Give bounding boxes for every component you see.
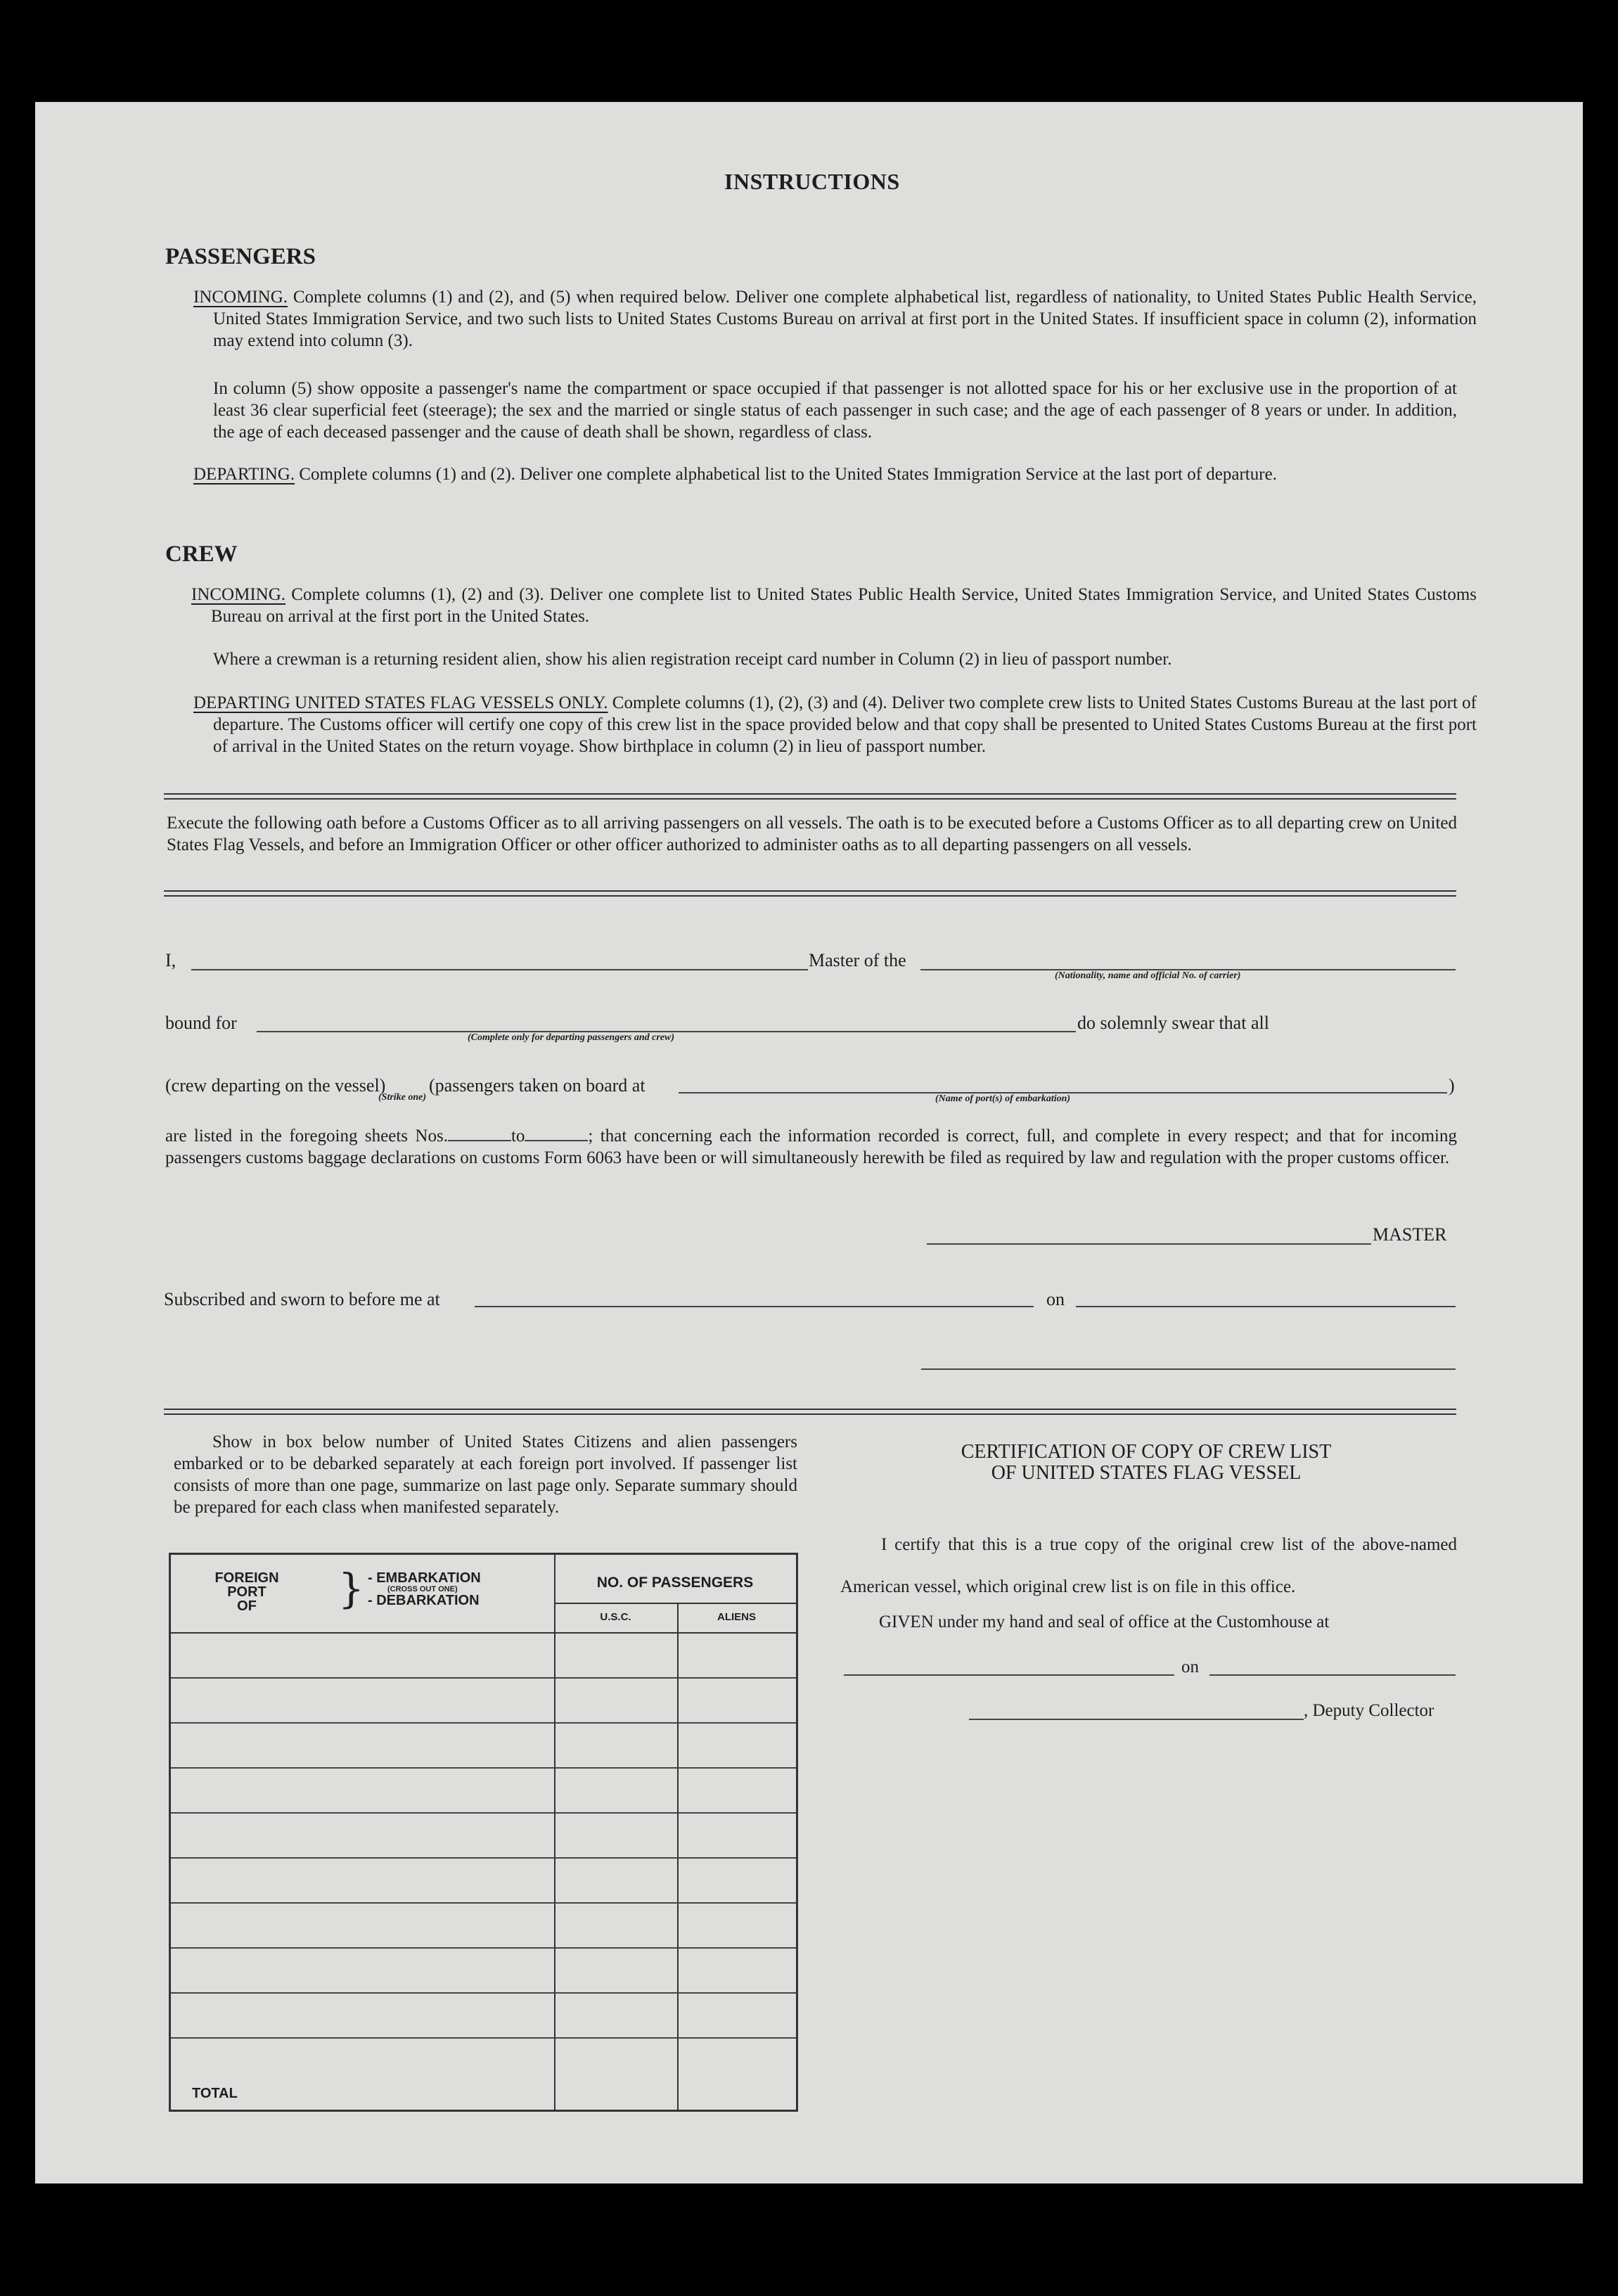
column-divider (554, 1555, 556, 2110)
crew-departing-text: Complete columns (1), (2), (3) and (4). Deliver two complete crew lists to United States Customs Bureau at the last port of departure. The Customs officer will certify one copy of this crew list in the space provided below and that copy shall be presented to United States Customs Bureau at the first port of arrival in the United States on the return voyage. Show birthplace in column (2) in lieu of passport number. (213, 693, 1477, 756)
passengers-departing-label: DEPARTING. (193, 465, 295, 484)
deputy-collector-label: , Deputy Collector (1304, 1701, 1434, 1720)
nationality-caption: (Nationality, name and official No. of carrier) (1055, 970, 1241, 981)
divider (164, 793, 1456, 795)
header-bottom (171, 1632, 796, 1634)
crew-departing-paragraph (193, 692, 1477, 757)
given-text: GIVEN under my hand and seal of office at the Customhouse at (879, 1612, 1330, 1631)
page-title: INSTRUCTIONS (724, 169, 900, 194)
table-row[interactable] (171, 1812, 796, 1814)
crew-incoming-label: INCOMING. (191, 585, 286, 604)
table-row[interactable] (171, 1767, 796, 1769)
sworn-date-line[interactable] (1076, 1306, 1456, 1307)
passengers-incoming-label: INCOMING. (193, 288, 288, 307)
certification-on-label: on (1181, 1657, 1199, 1676)
column-divider (677, 1603, 679, 2110)
divider (164, 895, 1456, 897)
listed-post-text: ; that concerning each the information recorded is correct, full, and complete in every respect; and that for incoming passengers customs baggage declarations on customs Form 6063 have been or will simultaneously herewith be filed as required by law and regulation with the proper customs officer. (165, 1127, 1457, 1167)
header-of: OF (237, 1598, 257, 1614)
table-row[interactable] (171, 1902, 796, 1904)
table-row[interactable] (171, 1992, 796, 1994)
table-row[interactable] (171, 1677, 796, 1679)
passengers-departing-text: Complete columns (1) and (2). Deliver one complete alphabetical list to the United States Immigration Service at the last port of departure. (295, 465, 1277, 484)
passengers-incoming-paragraph (193, 286, 1477, 352)
customhouse-line[interactable] (844, 1674, 1174, 1676)
master-name-line[interactable] (191, 969, 808, 970)
crew-heading: CREW (165, 541, 238, 567)
divider (164, 890, 1456, 892)
sworn-at-line[interactable] (475, 1306, 1034, 1307)
usc-header: U.S.C. (600, 1611, 631, 1623)
sheets-from-field[interactable] (448, 1127, 511, 1141)
passengers-taken-label: (passengers taken on board at (429, 1075, 646, 1096)
sworn-on-label: on (1046, 1289, 1065, 1309)
crew-incoming-text: Complete columns (1), (2) and (3). Deliver one complete list to United States Public Health Service, United States Immigration Service, and United States Customs Bureau on arrival at the first port in the United States. (211, 585, 1477, 626)
listed-pre-text: are listed in the foregoing sheets Nos. (165, 1127, 448, 1146)
ports-caption: (Name of port(s) of embarkation) (935, 1094, 1071, 1104)
crew-incoming-paragraph (191, 584, 1477, 627)
brace-icon: } (338, 1565, 364, 1612)
strike-one-caption: (Strike one) (378, 1092, 427, 1103)
oath-i-label: I, (165, 950, 176, 970)
close-paren: ) (1449, 1075, 1455, 1096)
divider (164, 798, 1456, 800)
oath-instructions: Execute the following oath before a Customs Officer as to all arriving passengers on all vessels. The oath is to be executed before a Customs Officer as to all departing crew on United States Flag Vessels, and before an Immigration Officer or other officer authorized to administer oaths as to all departing passengers on all vessels. (167, 814, 1457, 854)
header-foreign: FOREIGN (214, 1570, 279, 1586)
total-label: TOTAL (192, 2086, 238, 2101)
listed-paragraph (165, 1125, 1457, 1169)
table-row[interactable] (171, 1857, 796, 1859)
aliens-header: ALIENS (717, 1611, 756, 1623)
crew-crewman-paragraph: Where a crewman is a returning resident alien, show his alien registration receipt card number in Column (2) in lieu of passport number. (213, 650, 1172, 669)
bound-for-label: bound for (165, 1013, 237, 1033)
passenger-summary-table (169, 1553, 798, 2112)
table-row[interactable] (171, 1722, 796, 1724)
table-row[interactable] (171, 1947, 796, 1949)
certification-title-line1: CERTIFICATION OF COPY OF CREW LIST (961, 1441, 1332, 1463)
passengers-column5-paragraph: In column (5) show opposite a passenger's name the compartment or space occupied if that passenger is not allotted space for his or her exclusive use in the proportion of at least 36 clear superficial feet (steerage); the sex and the married or single status of each passenger in such case; and the age of each passenger of 8 years or under. In addition, the age of each deceased passenger and the cause of death shall be shown, regardless of class. (213, 379, 1457, 442)
solemnly-swear-label: do solemnly swear that all (1077, 1013, 1269, 1033)
passengers-departing-paragraph (193, 463, 1477, 485)
header-embarkation: - EMBARKATION (368, 1570, 481, 1586)
master-signature-label: MASTER (1373, 1224, 1447, 1245)
certification-title (830, 1442, 1463, 1484)
certification-title-line2: OF UNITED STATES FLAG VESSEL (991, 1462, 1302, 1484)
officer-signature-line[interactable] (921, 1368, 1456, 1370)
divider (164, 1409, 1456, 1410)
master-signature-line[interactable] (927, 1243, 1371, 1245)
embarkation-header (368, 1571, 481, 1608)
header-debarkation: - DEBARKATION (368, 1593, 480, 1608)
passengers-incoming-text: Complete columns (1) and (2), and (5) when required below. Deliver one complete alphabetical list, regardless of nationality, to United States Public Health Service, United States Immigration Service, and two such lists to United States Customs Bureau on arrival at first port in the United States. If insufficient space in column (2), information may extend into column (3). (213, 288, 1477, 350)
passengers-heading: PASSENGERS (165, 244, 316, 269)
subscribed-label: Subscribed and sworn to before me at (164, 1289, 440, 1309)
no-of-passengers-header: NO. OF PASSENGERS (596, 1575, 754, 1591)
complete-only-caption: (Complete only for departing passengers and crew) (468, 1032, 674, 1043)
deputy-signature-line[interactable] (969, 1719, 1304, 1720)
summary-instructions: Show in box below number of United States Citizens and alien passengers embarked or to be debarked separately at each foreign port involved. If passenger list consists of more than one page, summarize on last page only. Separate summary should be prepared for each class when manifested separately. (174, 1432, 797, 1517)
foreign-port-of-header (205, 1571, 289, 1613)
header-divider (554, 1603, 796, 1604)
master-of-the-label: Master of the (809, 950, 906, 970)
certify-paragraph: I certify that this is a true copy of the original crew list of the above-named American vessel, which original crew list is on file in this office. (840, 1535, 1457, 1596)
divider (164, 1413, 1456, 1415)
header-port: PORT (227, 1584, 267, 1600)
table-row[interactable] (171, 2037, 796, 2039)
certification-date-line[interactable] (1209, 1674, 1456, 1676)
header-cross-out: (CROSS OUT ONE) (387, 1585, 458, 1593)
crew-departing-label: DEPARTING UNITED STATES FLAG VESSELS ONLY. (193, 693, 608, 712)
listed-to-text: to (511, 1127, 525, 1146)
crew-departing-label: (crew departing on the vessel) (165, 1075, 386, 1096)
sheets-to-field[interactable] (525, 1127, 588, 1141)
